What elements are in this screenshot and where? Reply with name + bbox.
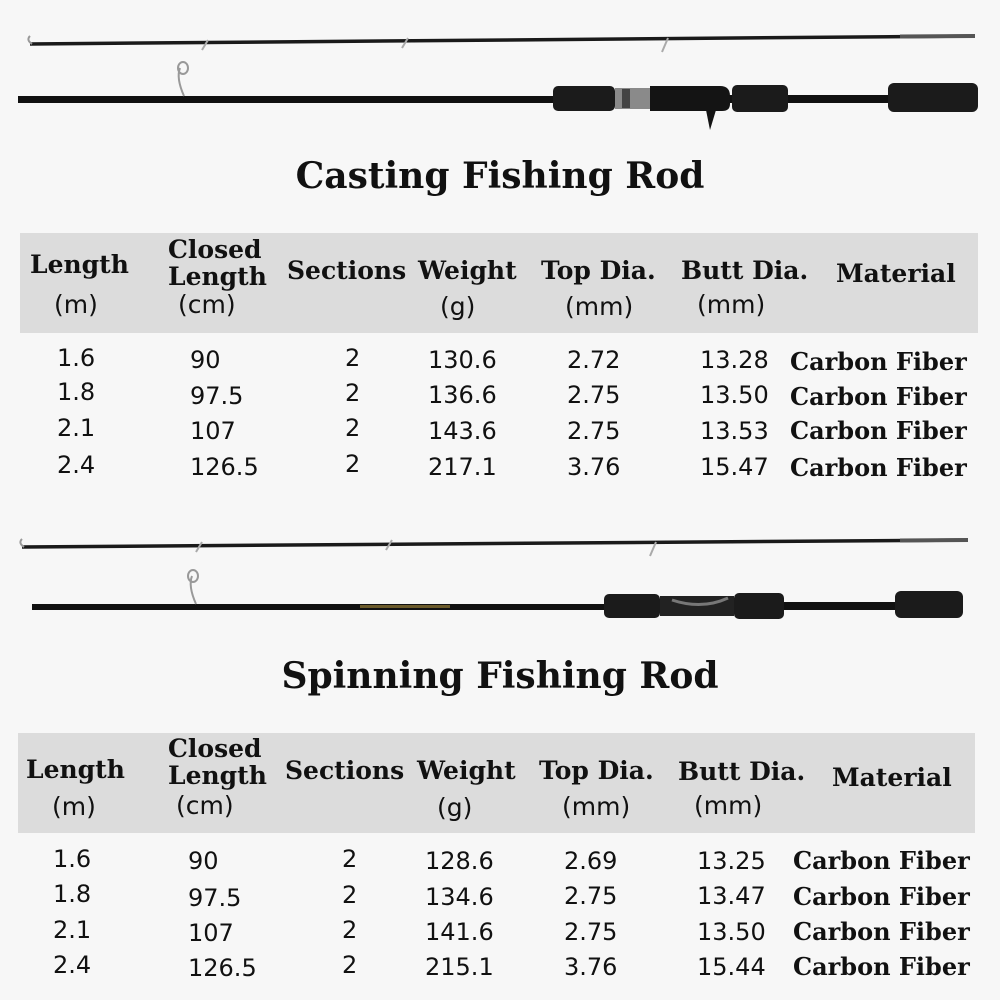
cast-r3-length: 2.1	[57, 414, 96, 442]
header-butt-dia: Butt Dia.	[678, 757, 806, 786]
spin-r4-top: 3.76	[564, 953, 618, 981]
cast-r2-material: Carbon Fiber	[790, 382, 967, 411]
header-closed-length: Length	[168, 761, 267, 790]
cast-r3-weight: 143.6	[428, 417, 497, 445]
header-butt-unit: (mm)	[694, 791, 763, 820]
cast-r4-top: 3.76	[567, 453, 621, 481]
cast-r3-top: 2.75	[567, 417, 621, 445]
casting-rod-image	[0, 0, 1000, 130]
cast-r4-weight: 217.1	[428, 453, 497, 481]
cast-r4-length: 2.4	[57, 451, 96, 479]
spin-r4-weight: 215.1	[425, 953, 494, 981]
spin-r4-butt: 15.44	[697, 953, 766, 981]
header-top-dia: Top Dia.	[541, 256, 656, 285]
spin-r4-material: Carbon Fiber	[793, 952, 970, 981]
header-material: Material	[832, 763, 952, 792]
spin-r3-butt: 13.50	[697, 918, 766, 946]
header-butt-dia: Butt Dia.	[681, 256, 809, 285]
header-sections: Sections	[287, 256, 407, 285]
cast-r2-butt: 13.50	[700, 381, 769, 409]
cast-r2-closed: 97.5	[190, 382, 244, 410]
cast-r1-butt: 13.28	[700, 346, 769, 374]
spin-r3-sections: 2	[342, 916, 358, 944]
header-top-dia: Top Dia.	[539, 756, 654, 785]
header-weight-unit: (g)	[440, 292, 476, 321]
header-length: Length	[26, 755, 125, 784]
cast-r2-sections: 2	[345, 379, 361, 407]
spin-r4-length: 2.4	[53, 951, 92, 979]
cast-r2-top: 2.75	[567, 381, 621, 409]
spin-r4-closed: 126.5	[188, 954, 257, 982]
cast-r4-sections: 2	[345, 450, 361, 478]
header-closed: Closed	[168, 734, 262, 763]
header-length-unit: (m)	[54, 290, 98, 319]
header-length: Length	[30, 250, 129, 279]
spin-r3-material: Carbon Fiber	[793, 917, 970, 946]
header-length-unit: (m)	[52, 792, 96, 821]
spinning-title: Spinning Fishing Rod	[281, 655, 719, 697]
spin-r2-weight: 134.6	[425, 883, 494, 911]
spin-r4-sections: 2	[342, 951, 358, 979]
cast-r1-weight: 130.6	[428, 346, 497, 374]
spin-r3-closed: 107	[188, 919, 234, 947]
spin-r1-sections: 2	[342, 845, 358, 873]
spin-r2-material: Carbon Fiber	[793, 882, 970, 911]
cast-r4-closed: 126.5	[190, 453, 259, 481]
cast-r2-length: 1.8	[57, 378, 96, 406]
spin-r3-weight: 141.6	[425, 918, 494, 946]
spin-r1-weight: 128.6	[425, 847, 494, 875]
cast-r3-sections: 2	[345, 414, 361, 442]
header-weight: Weight	[418, 256, 517, 285]
header-sections: Sections	[285, 756, 405, 785]
spin-r1-butt: 13.25	[697, 847, 766, 875]
header-butt-unit: (mm)	[697, 290, 766, 319]
cast-r1-material: Carbon Fiber	[790, 347, 967, 376]
cast-r1-top: 2.72	[567, 346, 621, 374]
header-material: Material	[836, 259, 956, 288]
spin-r3-length: 2.1	[53, 916, 92, 944]
header-weight-unit: (g)	[437, 793, 473, 822]
spin-r3-top: 2.75	[564, 918, 618, 946]
spin-r2-butt: 13.47	[697, 882, 766, 910]
header-top-unit: (mm)	[562, 792, 631, 821]
header-closed-unit: (cm)	[176, 791, 234, 820]
spin-r1-top: 2.69	[564, 847, 618, 875]
cast-r1-sections: 2	[345, 344, 361, 372]
cast-r3-material: Carbon Fiber	[790, 416, 967, 445]
header-closed: Closed	[168, 235, 262, 264]
header-top-unit: (mm)	[565, 292, 634, 321]
spin-r2-top: 2.75	[564, 882, 618, 910]
header-closed-unit: (cm)	[178, 290, 236, 319]
cast-r2-weight: 136.6	[428, 381, 497, 409]
spin-r2-length: 1.8	[53, 880, 92, 908]
casting-title: Casting Fishing Rod	[295, 155, 705, 197]
cast-r1-closed: 90	[190, 346, 221, 374]
cast-r4-butt: 15.47	[700, 453, 769, 481]
spin-r2-closed: 97.5	[188, 884, 242, 912]
spin-r2-sections: 2	[342, 881, 358, 909]
cast-r3-butt: 13.53	[700, 417, 769, 445]
spin-r1-material: Carbon Fiber	[793, 846, 970, 875]
header-weight: Weight	[417, 756, 516, 785]
spin-r1-closed: 90	[188, 847, 219, 875]
header-closed-length: Length	[168, 262, 267, 291]
spinning-rod-image	[0, 520, 1000, 650]
cast-r4-material: Carbon Fiber	[790, 453, 967, 482]
spin-r1-length: 1.6	[53, 845, 92, 873]
cast-r1-length: 1.6	[57, 344, 96, 372]
cast-r3-closed: 107	[190, 417, 236, 445]
